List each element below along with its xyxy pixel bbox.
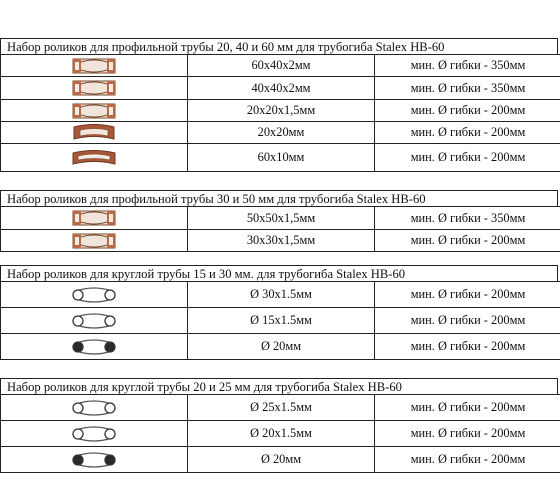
min-bend-diameter-cell: мин. Ø гибки - 200мм: [375, 230, 560, 252]
table-row: [1, 55, 560, 77]
table-row: [1, 421, 560, 447]
solid-profile-roller-icon: [1, 124, 187, 142]
table-row: [1, 100, 560, 122]
table-row: [1, 447, 560, 473]
roller-image-cell: [1, 282, 188, 308]
roller-image-cell: [1, 207, 188, 230]
table-row: [1, 334, 560, 360]
roller-image-cell: [1, 55, 188, 77]
roller-set-section: [0, 378, 558, 473]
pipe-size-cell: 20x20x1,5мм: [188, 100, 375, 122]
min-bend-diameter-cell: мин. Ø гибки - 200мм: [375, 122, 560, 144]
roller-image-cell: [1, 334, 188, 360]
flat-profile-roller-icon: [1, 149, 187, 167]
profile-roller-icon: [1, 232, 187, 250]
min-bend-diameter-cell: мин. Ø гибки - 200мм: [375, 395, 560, 421]
pipe-size-cell: 50x50x1,5мм: [188, 207, 375, 230]
min-bend-diameter-cell: мин. Ø гибки - 200мм: [375, 447, 560, 473]
min-bend-diameter-cell: мин. Ø гибки - 200мм: [375, 421, 560, 447]
min-bend-diameter-cell: мин. Ø гибки - 200мм: [375, 334, 560, 360]
table-row: [1, 144, 560, 172]
round-roller-icon: [1, 286, 187, 304]
min-bend-diameter-cell: мин. Ø гибки - 350мм: [375, 55, 560, 77]
roller-set-section: [0, 38, 558, 172]
pipe-size-cell: Ø 20мм: [188, 447, 375, 473]
roller-image-cell: [1, 122, 188, 144]
roller-set-section: [0, 265, 558, 360]
round-roller-icon: [1, 399, 187, 417]
roller-image-cell: [1, 308, 188, 334]
table-row: [1, 122, 560, 144]
solid-round-roller-icon: [1, 338, 187, 356]
section-title: Набор роликов для круглой трубы 20 и 25 мм для трубогиба Stalex HB-60: [0, 378, 558, 394]
pipe-size-cell: Ø 30x1.5мм: [188, 282, 375, 308]
pipe-size-cell: 60x10мм: [188, 144, 375, 172]
roller-image-cell: [1, 421, 188, 447]
profile-roller-icon: [1, 209, 187, 227]
roller-image-cell: [1, 395, 188, 421]
section-title: Набор роликов для профильной трубы 20, 40 и 60 мм для трубогиба Stalex HB-60: [0, 38, 558, 54]
table-row: [1, 230, 560, 252]
roller-table: [0, 394, 560, 473]
roller-image-cell: [1, 100, 188, 122]
table-row: [1, 207, 560, 230]
pipe-size-cell: Ø 25x1.5мм: [188, 395, 375, 421]
roller-table: [0, 281, 560, 360]
pipe-size-cell: 40x40x2мм: [188, 77, 375, 100]
min-bend-diameter-cell: мин. Ø гибки - 350мм: [375, 207, 560, 230]
section-title: Набор роликов для профильной трубы 30 и 50 мм для трубогиба Stalex HB-60: [0, 190, 558, 206]
roller-image-cell: [1, 144, 188, 172]
min-bend-diameter-cell: мин. Ø гибки - 200мм: [375, 100, 560, 122]
solid-round-roller-icon: [1, 451, 187, 469]
table-row: [1, 308, 560, 334]
pipe-size-cell: 20x20мм: [188, 122, 375, 144]
round-roller-icon: [1, 312, 187, 330]
roller-table: [0, 206, 560, 252]
pipe-size-cell: Ø 20мм: [188, 334, 375, 360]
profile-roller-icon: [1, 79, 187, 97]
roller-image-cell: [1, 230, 188, 252]
pipe-size-cell: Ø 20x1.5мм: [188, 421, 375, 447]
min-bend-diameter-cell: мин. Ø гибки - 200мм: [375, 282, 560, 308]
pipe-size-cell: Ø 15x1.5мм: [188, 308, 375, 334]
section-title: Набор роликов для круглой трубы 15 и 30 мм. для трубогиба Stalex HB-60: [0, 265, 558, 281]
pipe-size-cell: 30x30x1,5мм: [188, 230, 375, 252]
roller-image-cell: [1, 447, 188, 473]
roller-image-cell: [1, 77, 188, 100]
roller-table: [0, 54, 560, 172]
roller-set-section: [0, 190, 558, 252]
table-row: [1, 282, 560, 308]
round-roller-icon: [1, 425, 187, 443]
pipe-size-cell: 60x40x2мм: [188, 55, 375, 77]
min-bend-diameter-cell: мин. Ø гибки - 350мм: [375, 77, 560, 100]
table-row: [1, 395, 560, 421]
profile-roller-icon: [1, 57, 187, 75]
min-bend-diameter-cell: мин. Ø гибки - 200мм: [375, 144, 560, 172]
min-bend-diameter-cell: мин. Ø гибки - 200мм: [375, 308, 560, 334]
profile-roller-icon: [1, 102, 187, 120]
table-row: [1, 77, 560, 100]
